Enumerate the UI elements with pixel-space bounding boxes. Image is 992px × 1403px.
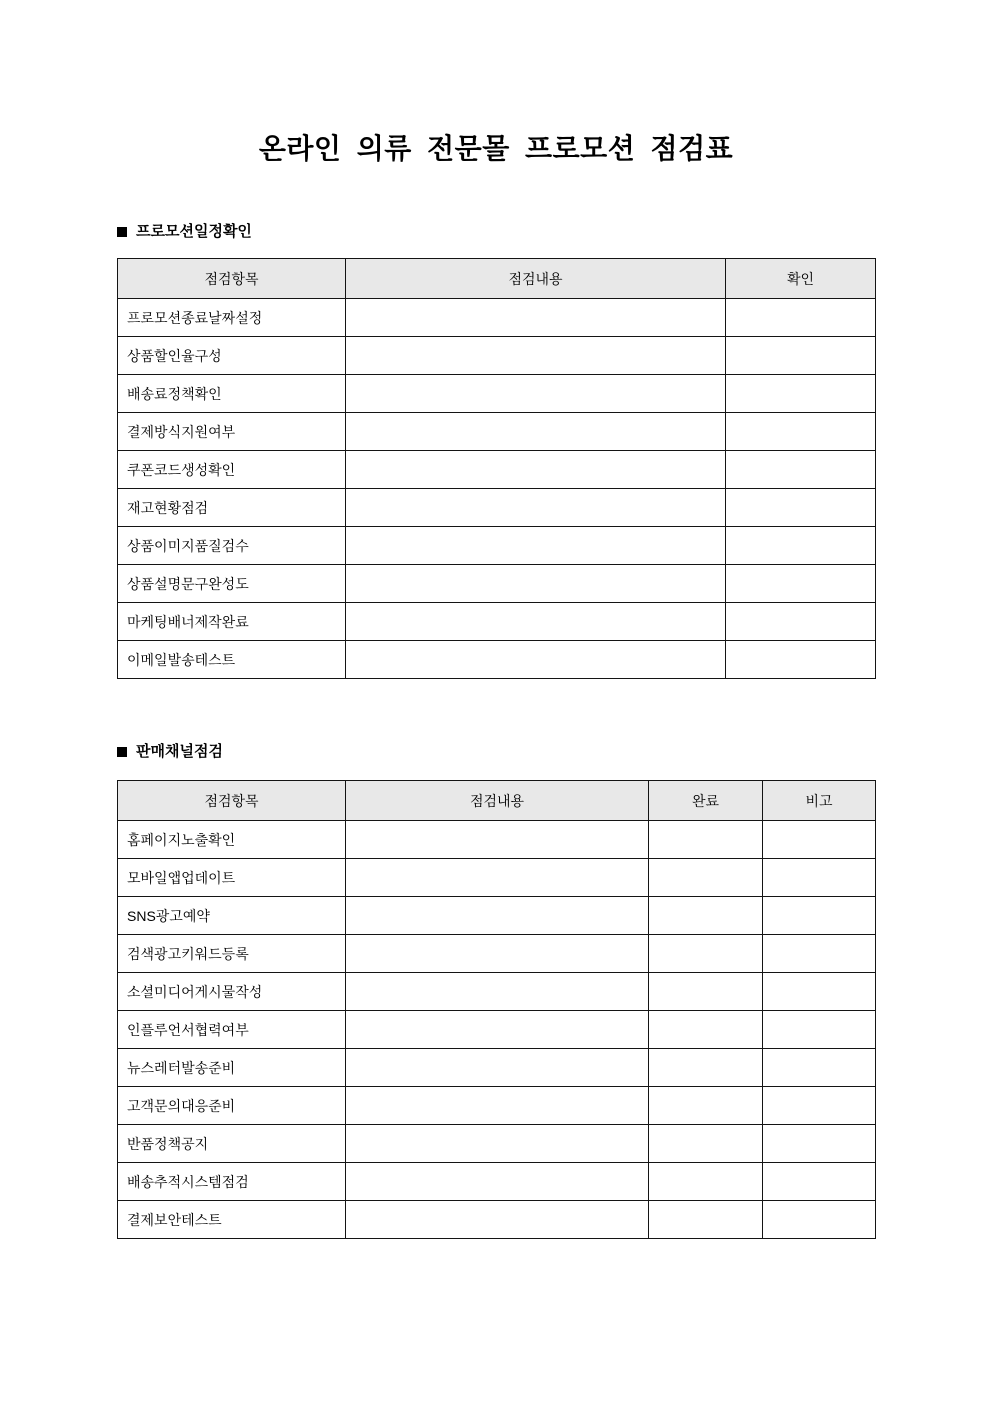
square-bullet-icon	[117, 227, 127, 237]
cell-item: 상품설명문구완성도	[118, 565, 346, 603]
column-header-item: 점검항목	[118, 259, 346, 299]
cell-content[interactable]	[346, 973, 649, 1011]
cell-item: 배송료정책확인	[118, 375, 346, 413]
cell-check[interactable]	[726, 641, 876, 679]
table-row	[118, 413, 876, 451]
cell-item: 인플루언서협력여부	[118, 1011, 346, 1049]
cell-check[interactable]	[726, 565, 876, 603]
table-row	[118, 565, 876, 603]
cell-check[interactable]	[726, 337, 876, 375]
table-row	[118, 1163, 876, 1201]
cell-check[interactable]	[726, 413, 876, 451]
cell-item: 배송추적시스템점검	[118, 1163, 346, 1201]
cell-content[interactable]	[346, 1163, 649, 1201]
table-row	[118, 299, 876, 337]
cell-content[interactable]	[346, 935, 649, 973]
table-row	[118, 821, 876, 859]
cell-item: 이메일발송테스트	[118, 641, 346, 679]
table-row	[118, 1049, 876, 1087]
cell-done[interactable]	[649, 897, 763, 935]
cell-done[interactable]	[649, 821, 763, 859]
cell-content[interactable]	[346, 1125, 649, 1163]
table-row	[118, 527, 876, 565]
cell-done[interactable]	[649, 1087, 763, 1125]
cell-note[interactable]	[763, 859, 876, 897]
cell-content[interactable]	[346, 451, 726, 489]
cell-content[interactable]	[346, 337, 726, 375]
cell-check[interactable]	[726, 375, 876, 413]
cell-done[interactable]	[649, 973, 763, 1011]
table-row	[118, 603, 876, 641]
table-row	[118, 859, 876, 897]
section-heading-promotion-schedule	[117, 222, 252, 242]
cell-content[interactable]	[346, 1011, 649, 1049]
cell-item: 고객문의대응준비	[118, 1087, 346, 1125]
page-title: 온라인 의류 전문몰 프로모션 점검표	[258, 133, 734, 164]
cell-note[interactable]	[763, 897, 876, 935]
cell-content[interactable]	[346, 489, 726, 527]
cell-content[interactable]	[346, 1087, 649, 1125]
cell-item: 상품이미지품질검수	[118, 527, 346, 565]
cell-item: 상품할인율구성	[118, 337, 346, 375]
cell-content[interactable]	[346, 375, 726, 413]
cell-item: 모바일앱업데이트	[118, 859, 346, 897]
cell-content[interactable]	[346, 641, 726, 679]
table-header-row	[118, 259, 876, 299]
cell-done[interactable]	[649, 1049, 763, 1087]
table-row	[118, 375, 876, 413]
table-row	[118, 1125, 876, 1163]
cell-note[interactable]	[763, 1087, 876, 1125]
cell-item: 마케팅배너제작완료	[118, 603, 346, 641]
cell-note[interactable]	[763, 821, 876, 859]
cell-done[interactable]	[649, 1125, 763, 1163]
cell-item: 결제방식지원여부	[118, 413, 346, 451]
cell-content[interactable]	[346, 1201, 649, 1239]
section-heading-label: 판매채널점검	[136, 743, 223, 760]
square-bullet-icon	[117, 747, 127, 757]
cell-note[interactable]	[763, 1011, 876, 1049]
cell-item: 프로모션종료날짜설정	[118, 299, 346, 337]
column-header-done: 완료	[649, 781, 763, 821]
cell-note[interactable]	[763, 1125, 876, 1163]
cell-note[interactable]	[763, 973, 876, 1011]
table-row	[118, 337, 876, 375]
cell-item: 뉴스레터발송준비	[118, 1049, 346, 1087]
cell-check[interactable]	[726, 299, 876, 337]
table-row	[118, 935, 876, 973]
cell-content[interactable]	[346, 299, 726, 337]
table-row	[118, 641, 876, 679]
cell-item: 재고현황점검	[118, 489, 346, 527]
cell-item: 쿠폰코드생성확인	[118, 451, 346, 489]
table-row	[118, 451, 876, 489]
column-header-content: 점검내용	[346, 781, 649, 821]
cell-item: 검색광고키워드등록	[118, 935, 346, 973]
cell-note[interactable]	[763, 935, 876, 973]
cell-content[interactable]	[346, 821, 649, 859]
promotion-schedule-table	[117, 258, 876, 679]
cell-item: 소셜미디어게시물작성	[118, 973, 346, 1011]
table-row	[118, 1201, 876, 1239]
section-heading-sales-channel	[117, 742, 223, 762]
table-row	[118, 1087, 876, 1125]
sales-channel-table	[117, 780, 876, 1239]
table-row	[118, 897, 876, 935]
cell-check[interactable]	[726, 451, 876, 489]
cell-content[interactable]	[346, 565, 726, 603]
cell-done[interactable]	[649, 1163, 763, 1201]
column-header-content: 점검내용	[346, 259, 726, 299]
cell-item: 반품정책공지	[118, 1125, 346, 1163]
column-header-check: 확인	[726, 259, 876, 299]
cell-content[interactable]	[346, 603, 726, 641]
section-heading-label: 프로모션일정확인	[136, 223, 252, 240]
cell-check[interactable]	[726, 603, 876, 641]
cell-item: SNS광고예약	[118, 897, 346, 935]
cell-content[interactable]	[346, 413, 726, 451]
table-row	[118, 1011, 876, 1049]
cell-content[interactable]	[346, 1049, 649, 1087]
cell-note[interactable]	[763, 1163, 876, 1201]
cell-done[interactable]	[649, 1201, 763, 1239]
cell-check[interactable]	[726, 489, 876, 527]
table-row	[118, 489, 876, 527]
cell-check[interactable]	[726, 527, 876, 565]
column-header-item: 점검항목	[118, 781, 346, 821]
cell-note[interactable]	[763, 1049, 876, 1087]
table-row	[118, 973, 876, 1011]
cell-content[interactable]	[346, 859, 649, 897]
cell-note[interactable]	[763, 1201, 876, 1239]
cell-content[interactable]	[346, 527, 726, 565]
column-header-note: 비고	[763, 781, 876, 821]
cell-done[interactable]	[649, 1011, 763, 1049]
cell-done[interactable]	[649, 935, 763, 973]
table-header-row	[118, 781, 876, 821]
cell-content[interactable]	[346, 897, 649, 935]
cell-done[interactable]	[649, 859, 763, 897]
cell-item: 홈페이지노출확인	[118, 821, 346, 859]
cell-item: 결제보안테스트	[118, 1201, 346, 1239]
